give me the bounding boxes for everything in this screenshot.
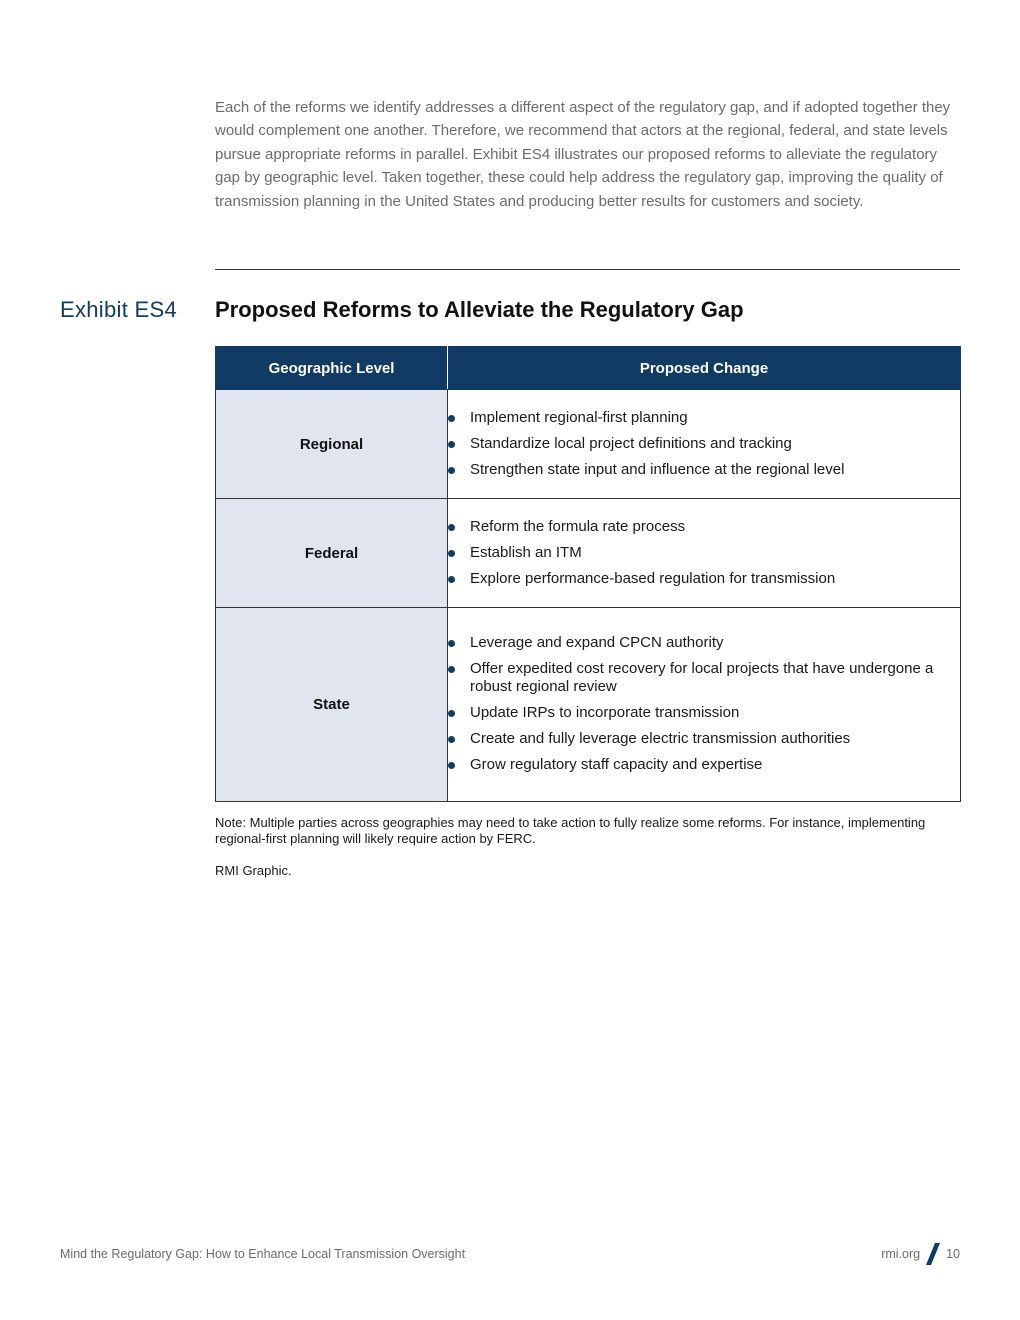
bullet-icon [448,524,455,531]
changes-cell-regional [448,390,961,499]
footer-right [881,1243,960,1265]
bullet-icon [448,666,455,673]
list-item [448,544,960,562]
list-item [448,634,960,652]
change-text: Strengthen state input and influence at the regional level [470,460,845,478]
table-note: Note: Multiple parties across geographies may need to take action to fully realize some reforms. For instance, implementing regional-first planning will likely require action by FERC. [215,815,926,846]
footer-document-title: Mind the Regulatory Gap: How to Enhance Local Transmission Oversight [60,1247,466,1261]
change-text: Grow regulatory staff capacity and expertise [470,756,763,773]
change-text: Establish an ITM [470,543,582,561]
header-geographic-level: Geographic Level [216,347,448,390]
list-item [448,435,960,453]
table-row-regional [216,390,961,499]
list-item [448,570,960,588]
bullet-icon [448,710,455,717]
change-text: Standardize local project definitions and tracking [470,434,792,452]
change-text: Leverage and expand CPCN authority [470,634,724,651]
bullet-icon [448,415,455,422]
change-list-state [448,634,960,774]
list-item [448,730,960,748]
slash-divider-icon [926,1243,940,1265]
bullet-icon [448,550,455,557]
change-text: Offer expedited cost recovery for local projects that have undergone a robust regional review [470,660,934,695]
reforms-table [215,346,961,802]
list-item [448,518,960,536]
exhibit-title: Proposed Reforms to Alleviate the Regulatory Gap [215,297,744,322]
list-item [448,660,960,696]
list-item [448,409,960,427]
section-divider [215,269,960,270]
bullet-icon [448,467,455,474]
table-header-row [216,347,961,390]
bullet-icon [448,762,455,769]
level-cell-federal: Federal [216,499,448,608]
list-item [448,756,960,774]
change-text: Reform the formula rate process [470,517,686,535]
change-text: Implement regional-first planning [470,408,688,426]
footer-site-link[interactable]: rmi.org [881,1247,921,1261]
change-list-regional [448,409,960,479]
change-text: Create and fully leverage electric transmission authorities [470,730,851,747]
list-item [448,704,960,722]
level-cell-regional: Regional [216,390,448,499]
page-number: 10 [946,1247,960,1261]
change-text: Explore performance-based regulation for transmission [470,569,836,587]
intro-paragraph: Each of the reforms we identify addresses a different aspect of the regulatory gap, and if adopted together they would complement one another. Therefore, we recommend that actors at the regional, federal, and state levels pursue appropriate reforms in parallel. Exhibit ES4 illustrates our proposed reforms to alleviate the regulatory gap by geographic level. Taken together, these could help address the regulatory gap, improving the quality of transmission planning in the United States and producing better results for customers and society. [215,99,951,210]
intro-section [215,96,960,213]
change-list-federal [448,518,960,588]
list-item [448,461,960,479]
table-row-federal [216,499,961,608]
bullet-icon [448,576,455,583]
changes-cell-federal [448,499,961,608]
change-text: Update IRPs to incorporate transmission [470,704,740,721]
source-credit: RMI Graphic. [215,863,292,878]
changes-cell-state [448,608,961,802]
bullet-icon [448,640,455,647]
level-cell-state: State [216,608,448,802]
header-proposed-change: Proposed Change [448,347,961,390]
bullet-icon [448,441,455,448]
exhibit-label: Exhibit ES4 [60,297,178,322]
bullet-icon [448,736,455,743]
table-row-state [216,608,961,802]
